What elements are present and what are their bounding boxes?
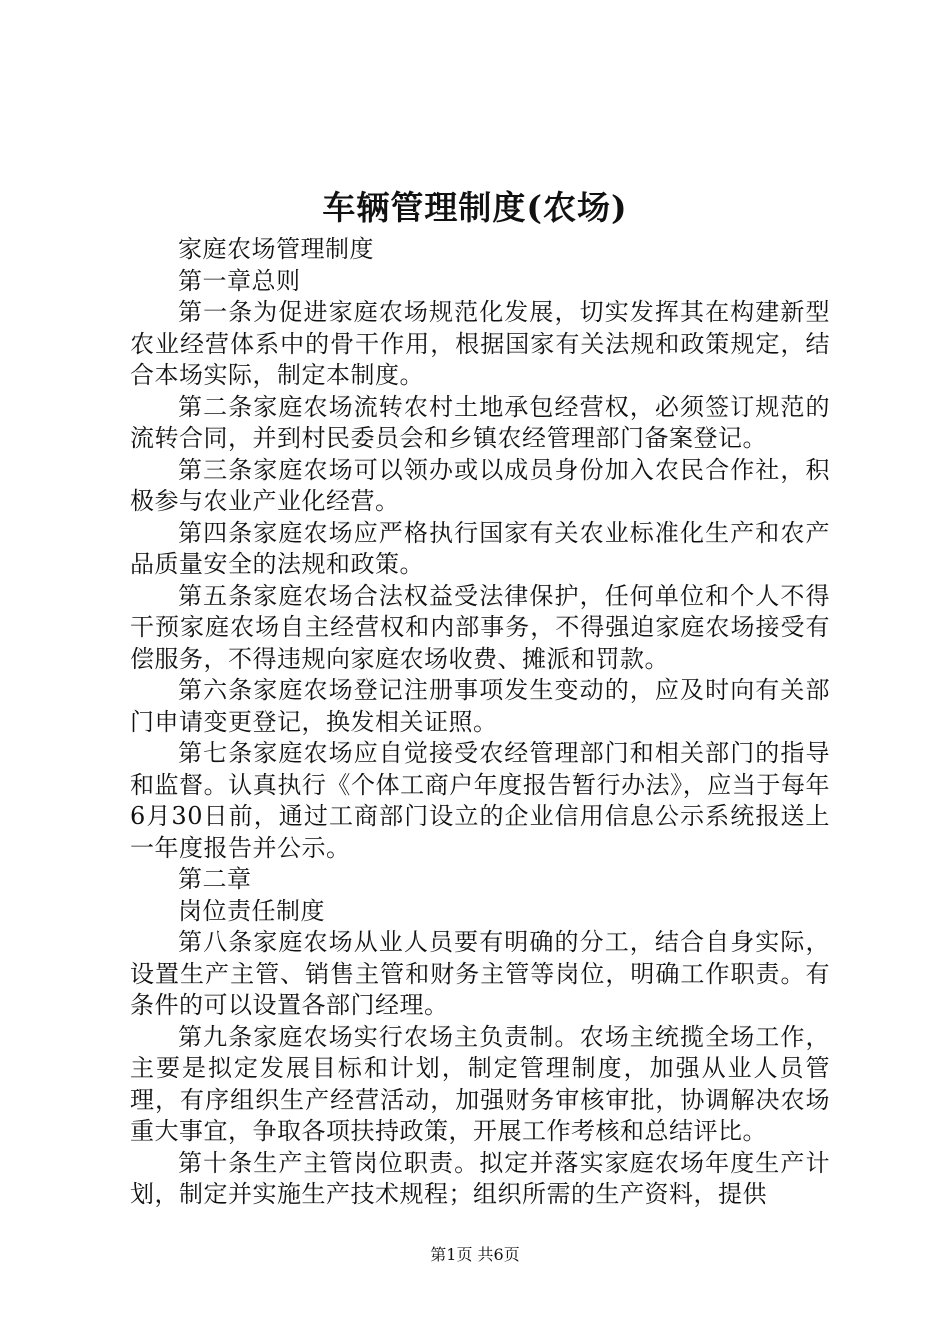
paragraph-article-3: 第三条家庭农场可以领办或以成员身份加入农民合作社，积极参与农业产业化经营。 <box>130 455 830 515</box>
paragraph-article-5: 第五条家庭农场合法权益受法律保护，任何单位和个人不得干预家庭农场自主经营权和内部事务，不得强迫家庭农场接受有偿服务，不得违规向家庭农场收费、摊派和罚款。 <box>130 581 830 673</box>
paragraph-subtitle: 家庭农场管理制度 <box>178 235 374 263</box>
paragraph-article-9: 第九条家庭农场实行农场主负责制。农场主统揽全场工作，主要是拟定发展目标和计划，制定管理制度，加强从业人员管理，有序组织生产经营活动，加强财务审核审批，协调解决农场重大事宜，争取各项扶持政策，开展工作考核和总结评比。 <box>130 1022 830 1145</box>
paragraph-chapter-2: 第二章 <box>178 865 252 893</box>
page-footer: 第1页 共6页 <box>430 1245 520 1264</box>
paragraph-article-1: 第一条为促进家庭农场规范化发展，切实发挥其在构建新型农业经营体系中的骨干作用，根据国家有关法规和政策规定，结合本场实际，制定本制度。 <box>130 298 830 389</box>
paragraph-chapter-1: 第一章总则 <box>178 266 301 295</box>
document-body <box>130 234 830 1211</box>
paragraph-article-10: 第十条生产主管岗位职责。拟定并落实家庭农场年度生产计划，制定并实施生产技术规程；组织所需的生产资料，提供 <box>130 1148 830 1208</box>
document-title: 车辆管理制度(农场) <box>322 188 628 227</box>
paragraph-chapter-2-title: 岗位责任制度 <box>178 896 325 925</box>
paragraph-article-4: 第四条家庭农场应严格执行国家有关农业标准化生产和农产品质量安全的法规和政策。 <box>130 518 830 578</box>
paragraph-article-8: 第八条家庭农场从业人员要有明确的分工，结合自身实际，设置生产主管、销售主管和财务主管等岗位，明确工作职责。有条件的可以设置各部门经理。 <box>130 928 830 1019</box>
paragraph-article-2: 第二条家庭农场流转农村土地承包经营权，必须签订规范的流转合同，并到村民委员会和乡镇农经管理部门备案登记。 <box>130 392 830 452</box>
paragraph-article-6: 第六条家庭农场登记注册事项发生变动的，应及时向有关部门申请变更登记，换发相关证照。 <box>130 676 830 736</box>
paragraph-article-7: 第七条家庭农场应自觉接受农经管理部门和相关部门的指导和监督。认真执行《个体工商户年度报告暂行办法》，应当于每年6月30日前，通过工商部门设立的企业信用信息公示系统报送上一年度报告并公示。 <box>130 739 830 862</box>
